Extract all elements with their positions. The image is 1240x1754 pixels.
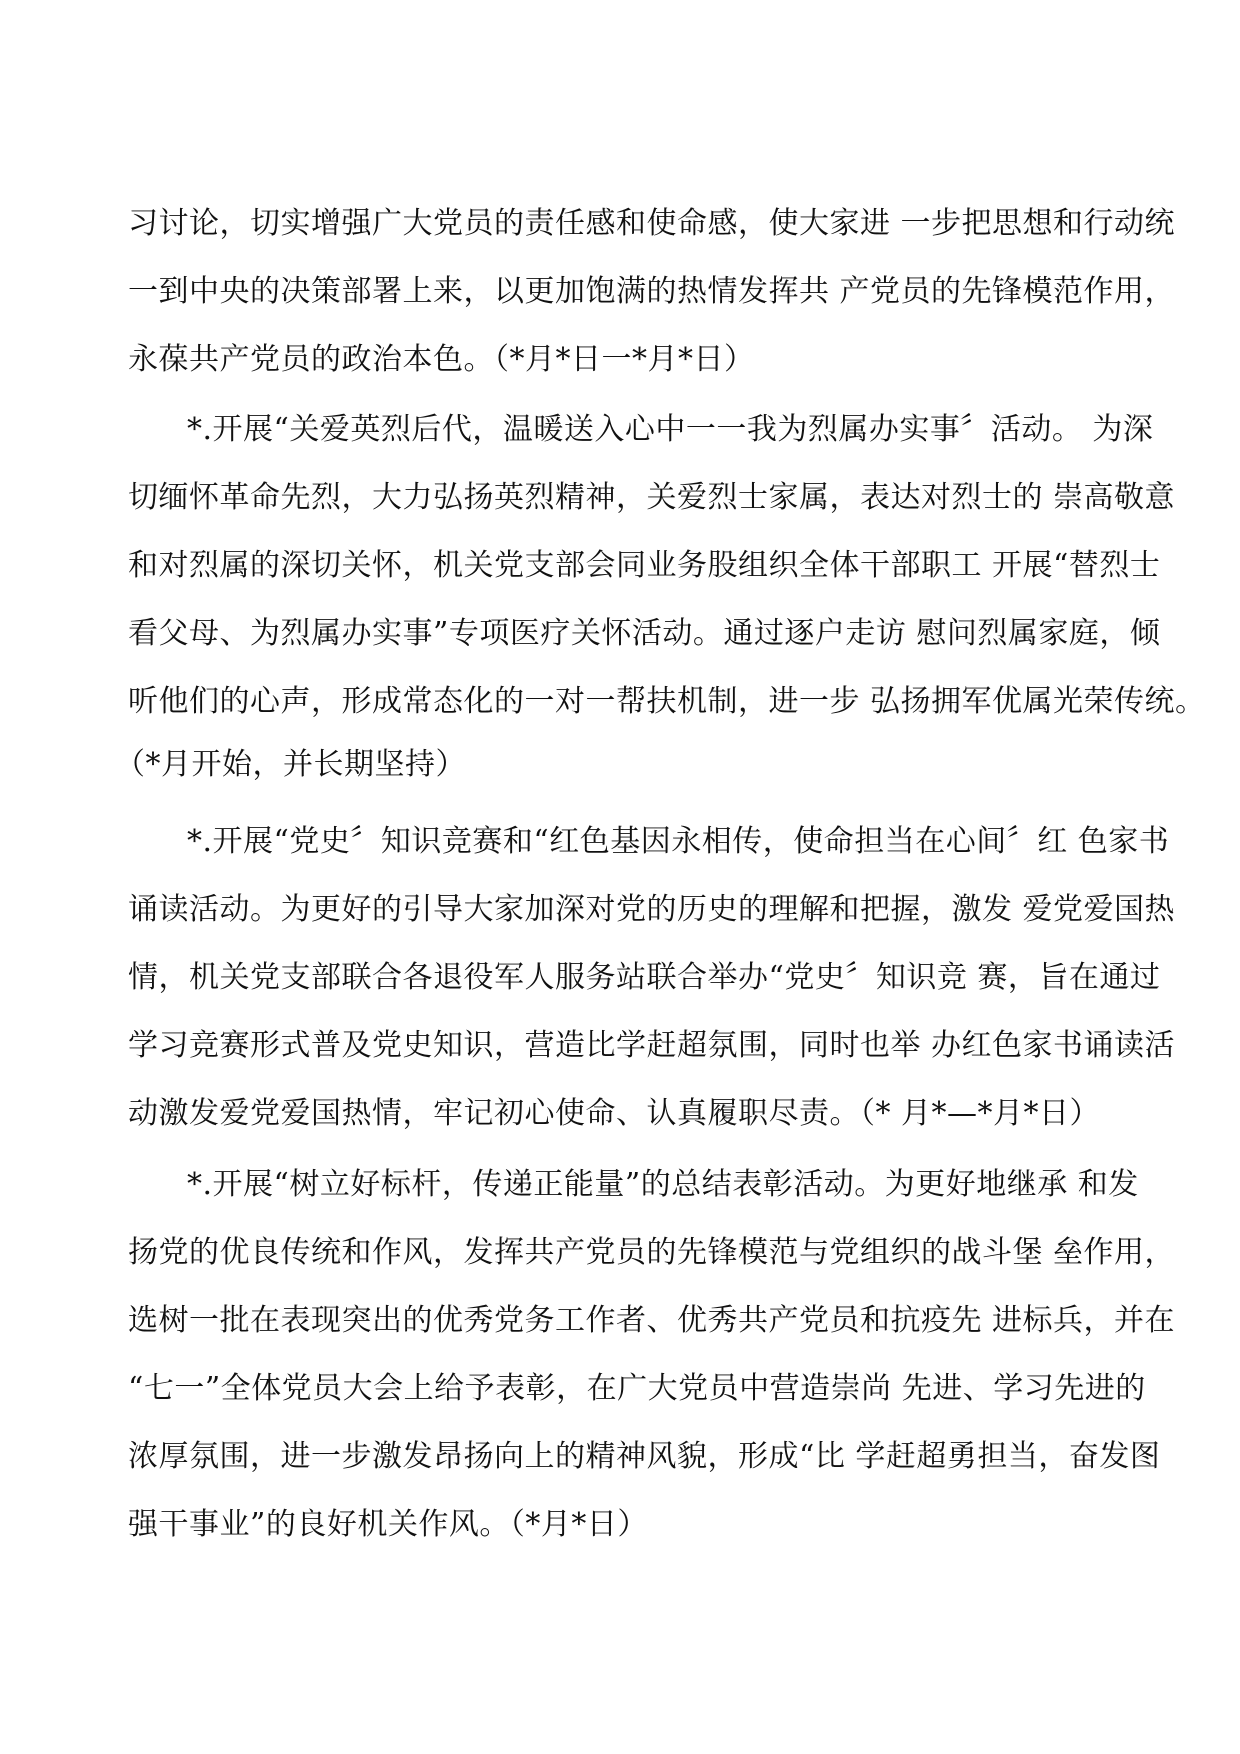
text-line: 永葆共产党员的政治本色。（*月*日一*月*日） — [128, 342, 755, 377]
text-line: 扬党的优良传统和作风，发挥共产党员的先锋模范与党组织的战斗堡 垒作用， — [128, 1235, 1176, 1270]
text-line: 情，机关党支部联合各退役军人服务站联合举办“党史〞知识竞 赛，旨在通过 — [128, 960, 1161, 995]
text-line: 看父母、为烈属办实事”专项医疗关怀活动。通过逐户走访 慰问烈属家庭，倾 — [128, 616, 1161, 651]
text-line: 诵读活动。为更好的引导大家加深对党的历史的理解和把握，激发 爱党爱国热 — [128, 892, 1176, 927]
text-line: 切缅怀革命先烈，大力弘扬英烈精神，关爱烈士家属，表达对烈士的 崇高敬意 — [128, 480, 1176, 515]
text-line: 浓厚氛围，进一步激发昂扬向上的精神风貌，形成“比 学赶超勇担当，奋发图 — [128, 1439, 1161, 1474]
text-line: 动激发爱党爱国热情，牢记初心使命、认真履职尽责。（* 月*—*月*日） — [128, 1096, 1101, 1131]
text-line: 学习竞赛形式普及党史知识，营造比学赶超氛围，同时也举 办红色家书诵读活 — [128, 1028, 1176, 1063]
paragraph-heading-line: *.开展“关爱英烈后代，温暖送入心中一一我为烈属办实事〞活动。 为深 — [187, 412, 1154, 447]
text-line: 强干事业”的良好机关作风。（*月*日） — [128, 1507, 648, 1542]
text-line: 习讨论，切实增强广大党员的责任感和使命感，使大家进 一步把思想和行动统 — [128, 206, 1176, 241]
text-line: 听他们的心声，形成常态化的一对一帮扶机制，进一步 弘扬拥军优属光荣传统。 — [128, 684, 1206, 719]
text-line: “七一”全体党员大会上给予表彰，在广大党员中营造崇尚 先进、学习先进的 — [128, 1371, 1146, 1406]
paragraph-heading-line: *.开展“党史〞知识竞赛和“红色基因永相传，使命担当在心间〞红 色家书 — [187, 824, 1170, 859]
text-line: （*月开始，并长期坚持） — [115, 747, 466, 782]
text-line: 和对烈属的深切关怀，机关党支部会同业务股组织全体干部职工 开展“替烈士 — [128, 548, 1161, 583]
text-line: 一到中央的决策部署上来，以更加饱满的热情发挥共 产党员的先锋模范作用， — [128, 274, 1176, 309]
text-line: 选树一批在表现突出的优秀党务工作者、优秀共产党员和抗疫先 进标兵，并在 — [128, 1303, 1176, 1338]
paragraph-heading-line: *.开展“树立好标杆，传递正能量”的总结表彰活动。为更好地继承 和发 — [187, 1167, 1139, 1202]
